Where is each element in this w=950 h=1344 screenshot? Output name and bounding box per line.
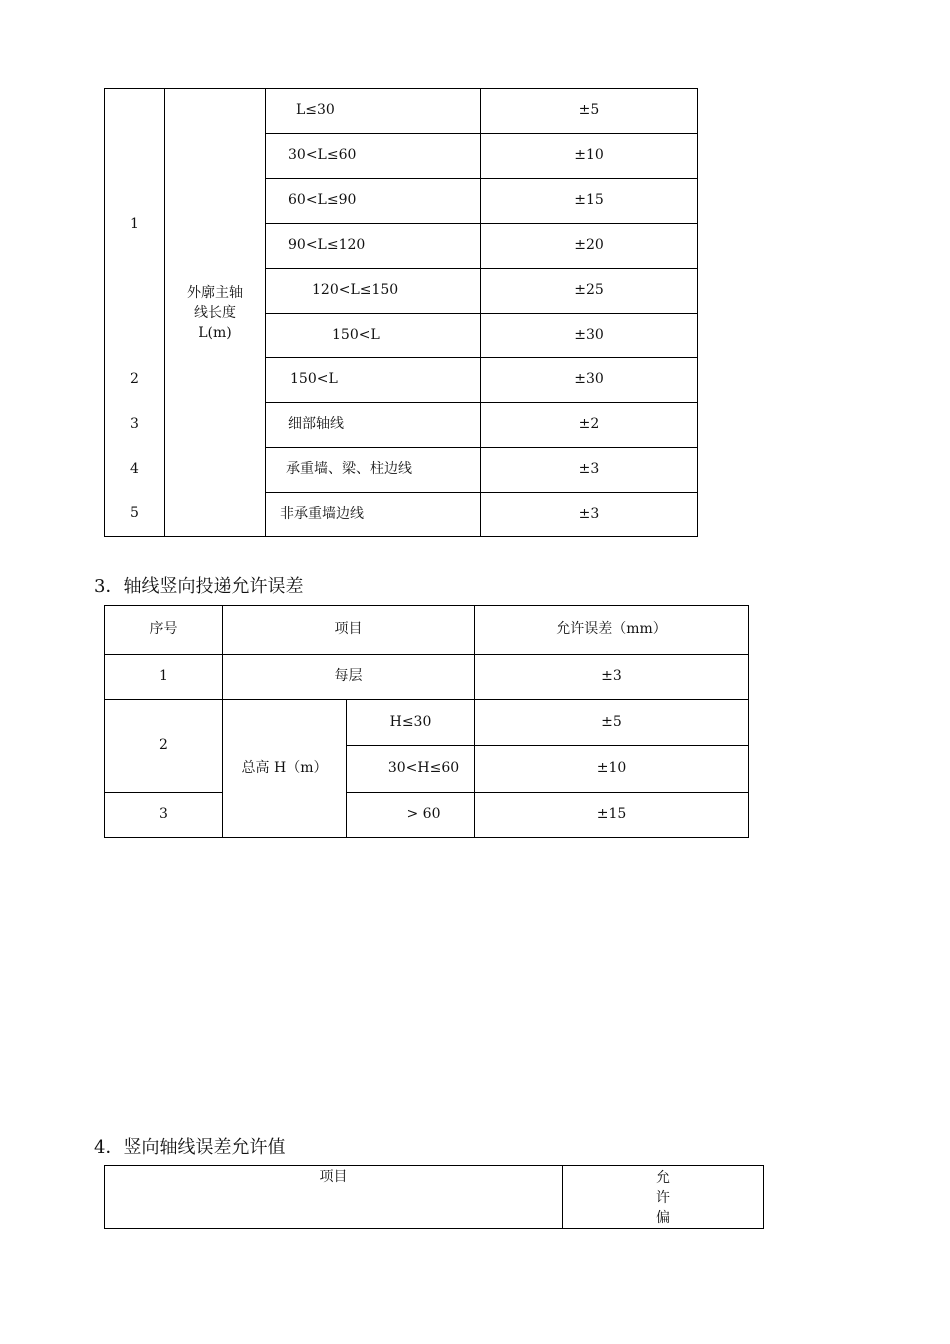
item-cell: 细部轴线	[266, 403, 481, 448]
header-no: 序号	[105, 606, 223, 655]
row-number: 5	[105, 493, 165, 537]
tolerance-cell: ±15	[475, 793, 749, 838]
section-3-heading: 3．轴线竖向投递允许误差	[94, 576, 304, 597]
header-tolerance	[563, 1166, 764, 1229]
tolerance-cell: ±5	[475, 700, 749, 746]
tolerance-cell: ±3	[481, 448, 698, 493]
group-label-line-2: 线长度	[194, 304, 236, 321]
row-number: 2	[105, 700, 223, 793]
section-4-heading: 4．竖向轴线误差允许值	[94, 1137, 286, 1158]
group-label	[165, 89, 266, 537]
sub-item-cell: > 60	[347, 793, 475, 838]
row-number: 3	[105, 403, 165, 448]
header-item: 项目	[223, 606, 475, 655]
row-number: 2	[105, 358, 165, 403]
sub-item-cell: H≤30	[347, 700, 475, 746]
header-item: 项目	[105, 1166, 563, 1229]
tolerance-cell: ±5	[481, 89, 698, 134]
item-cell: 每层	[223, 655, 475, 700]
item-cell: 60<L≤90	[266, 179, 481, 224]
item-cell: 90<L≤120	[266, 224, 481, 269]
item-cell: 120<L≤150	[266, 269, 481, 314]
item-cell: 150<L	[266, 358, 481, 403]
group-label: 总高 H（m）	[223, 700, 347, 838]
item-cell: 150<L	[266, 314, 481, 358]
axis-length-tolerance-table	[104, 88, 698, 537]
group-label-line-1: 外廓主轴	[187, 284, 243, 301]
vertical-transfer-tolerance-table	[104, 605, 749, 838]
header-tolerance: 允许误差（mm）	[475, 606, 749, 655]
header-tolerance-char-2: 许	[656, 1190, 670, 1206]
tolerance-cell: ±10	[481, 134, 698, 179]
tolerance-cell: ±30	[481, 314, 698, 358]
header-tolerance-char-3: 偏	[656, 1210, 670, 1226]
item-cell: 承重墙、梁、柱边线	[266, 448, 481, 493]
row-number: 1	[105, 655, 223, 700]
row-number: 3	[105, 793, 223, 838]
sub-item-cell: 30<H≤60	[347, 746, 475, 793]
header-tolerance-char-1: 允	[656, 1170, 670, 1186]
item-cell: 30<L≤60	[266, 134, 481, 179]
tolerance-cell: ±2	[481, 403, 698, 448]
group-label-line-3: L(m)	[198, 324, 232, 341]
vertical-axis-tolerance-table	[104, 1165, 764, 1229]
row-number: 4	[105, 448, 165, 493]
tolerance-cell: ±30	[481, 358, 698, 403]
item-cell: 非承重墙边线	[266, 493, 481, 537]
tolerance-cell: ±3	[475, 655, 749, 700]
item-cell: L≤30	[266, 89, 481, 134]
row-number: 1	[105, 89, 165, 358]
tolerance-cell: ±3	[481, 493, 698, 537]
tolerance-cell: ±25	[481, 269, 698, 314]
tolerance-cell: ±15	[481, 179, 698, 224]
tolerance-cell: ±10	[475, 746, 749, 793]
tolerance-cell: ±20	[481, 224, 698, 269]
